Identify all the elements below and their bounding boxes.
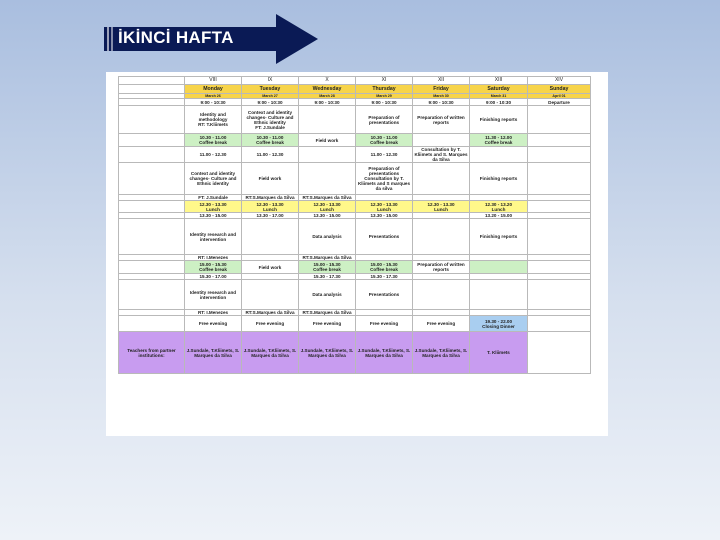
session-cell: Data analysis [299, 280, 356, 310]
teachers-label: Teachers from partner institutions: [119, 332, 185, 374]
evening-cell: Free evening [185, 316, 242, 332]
numeral: IX [242, 77, 299, 85]
date-cell: March 28 [299, 94, 356, 99]
lunch-cell: 12.30 - 13.20 Lunch [470, 201, 528, 213]
evening-cell: Free evening [413, 316, 470, 332]
date-cell: March 31 [470, 94, 528, 99]
teachers-cell: J.Sundale, T.Kliimets, S. Marques da Silva [356, 332, 413, 374]
session-cell: Preparation of presentations Consultation by T. Kliimets and S marques da silva [356, 163, 413, 195]
numeral: XIII [470, 77, 528, 85]
credit-cell: RT: I.Menezes [185, 310, 242, 316]
day-cell: Tuesday [242, 85, 299, 94]
day-cell: Thursday [356, 85, 413, 94]
coffee-cell: 15.00 - 15.30 Coffee break [299, 261, 356, 274]
coffee-1-row [119, 134, 591, 147]
session-cell: Context and identity changes- Culture and Ethnic identity FT: J.Sundale [242, 106, 299, 134]
time-cell: 13.30 - 15.00 [299, 213, 356, 219]
start-time-row [119, 99, 591, 106]
credit-cell: RT: I.Menezes [185, 255, 242, 261]
session-2-row [119, 163, 591, 195]
numeral: XI [356, 77, 413, 85]
session-cell: Presentations [356, 219, 413, 255]
time-cell: 15.30 - 17.00 [185, 274, 242, 280]
time-cell: 11.00 - 12.30 [356, 147, 413, 163]
evening-cell: Free evening [299, 316, 356, 332]
schedule-table [118, 76, 591, 374]
day-cell: Friday [413, 85, 470, 94]
time-cell: 13.30 - 17.00 [242, 213, 299, 219]
time-cell: 9:00 - 10:30 [470, 99, 528, 106]
credit-cell: RT:S.Marques da Silva [242, 195, 299, 201]
session-cell: Identity research and intervention [185, 219, 242, 255]
evening-row [119, 316, 591, 332]
session-cell: Field work [299, 134, 356, 147]
credit-cell: RT:S.Marques da Silva [299, 310, 356, 316]
date-cell: April 01 [528, 94, 591, 99]
time-cell: 9:00 - 10:30 [185, 99, 242, 106]
day-cell: Monday [185, 85, 242, 94]
coffee-2-row [119, 261, 591, 274]
coffee-cell: 10.30 - 11.00 Coffee break [356, 134, 413, 147]
teachers-cell: J.Sundale, T.Kliimets, S. Marques da Silva [299, 332, 356, 374]
session-cell: Identity research and intervention [185, 280, 242, 310]
time-cell: 9:00 - 10:30 [242, 99, 299, 106]
time-cell: 15.30 - 17.30 [299, 274, 356, 280]
coffee-cell: 15.00 - 15.30 Coffee break [356, 261, 413, 274]
time-cell: 13.30 - 15.00 [185, 213, 242, 219]
after-coffee-1-row [119, 147, 591, 163]
teachers-cell: J.Sundale, T.Kliimets, S. Marques da Silva [242, 332, 299, 374]
time-cell: 9:00 - 10:30 [299, 99, 356, 106]
lunch-row [119, 201, 591, 213]
coffee-cell: 11.30 - 12.00 Coffee break [470, 134, 528, 147]
numerals-row [119, 77, 591, 85]
day-cell: Saturday [470, 85, 528, 94]
session-cell: Consultation by T. Kliimets and S. Marques da Silva [414, 147, 468, 162]
lunch-cell: 12.30 - 13.30 Lunch [356, 201, 413, 213]
lunch-cell: 12.30 - 13.30 Lunch [299, 201, 356, 213]
session-cell: Finishing reports [470, 163, 528, 195]
days-row [119, 85, 591, 94]
coffee-cell: 10.30 - 11.00 Coffee break [242, 134, 299, 147]
time-cell: 9:00 - 10:30 [413, 99, 470, 106]
teachers-cell: T. Kliimets [470, 332, 528, 374]
numeral: XII [413, 77, 470, 85]
day-cell: Wednesday [299, 85, 356, 94]
session-cell: Preparation of written reports [413, 261, 470, 274]
day-cell: Sunday [528, 85, 591, 94]
schedule-image [106, 72, 608, 436]
lunch-cell: 12.30 - 13.30 Lunch [185, 201, 242, 213]
evening-cell: Free evening [356, 316, 413, 332]
session-cell: Presentations [356, 280, 413, 310]
credit-cell: FT: J.Sundale [185, 195, 242, 201]
credit-cell: RT:S.Marques da Silva [299, 255, 356, 261]
date-cell: March 30 [413, 94, 470, 99]
numeral: XIV [528, 77, 591, 85]
numeral: X [299, 77, 356, 85]
session-cell: Identity and methodology RT: T.Kliimets [185, 106, 242, 134]
session-3-row [119, 219, 591, 255]
date-cell: March 29 [356, 94, 413, 99]
teachers-row [119, 332, 591, 374]
credit-cell: RT:S.Marques da Silva [299, 195, 356, 201]
teachers-cell: J.Sundale, T.Kliimets, S. Marques da Silva [185, 332, 242, 374]
time-cell: 9:00 - 10:30 [356, 99, 413, 106]
session-cell: Finishing reports [470, 219, 528, 255]
credit-cell: RT:S.Marques da Silva [242, 310, 299, 316]
dinner-cell: 19.30 - 22.00 Closing Dinner [470, 316, 528, 332]
numeral: VIII [185, 77, 242, 85]
time-cell: 13.30 - 15.00 [356, 213, 413, 219]
session-1-row [119, 106, 591, 134]
date-cell: March 27 [242, 94, 299, 99]
time-cell: 11.00 - 12.30 [242, 147, 299, 163]
time-cell: Departure [528, 99, 591, 106]
slide-title: İKİNCİ HAFTA [118, 28, 234, 47]
date-cell: March 26 [185, 94, 242, 99]
lunch-cell: 12.30 - 13.30 Lunch [242, 201, 299, 213]
session-cell: Preparation of written reports [413, 106, 470, 134]
time-cell: 15.30 - 17.30 [356, 274, 413, 280]
evening-cell: Free evening [242, 316, 299, 332]
teachers-cell: J.Sundale, T.Kliimets, S. Marques da Silva [413, 332, 470, 374]
session-cell: Field work [242, 261, 299, 274]
session-cell: Data analysis [299, 219, 356, 255]
coffee-cell: 15.00 - 15.30 Coffee break [185, 261, 242, 274]
coffee-cell: 10.30 - 11.00 Coffee break [185, 134, 242, 147]
session-cell: Context and identity changes- Culture and Ethnic identity [185, 163, 242, 195]
session-4-row [119, 280, 591, 310]
lunch-cell: 12.30 - 13.30 Lunch [413, 201, 470, 213]
session-cell: Preparation of presentations [356, 106, 413, 134]
time-cell: 11.00 - 12.30 [185, 147, 242, 163]
session-cell: Field work [242, 163, 299, 195]
session-cell: Finishing reports [470, 106, 528, 134]
time-cell: 13.20 - 15.00 [470, 213, 528, 219]
